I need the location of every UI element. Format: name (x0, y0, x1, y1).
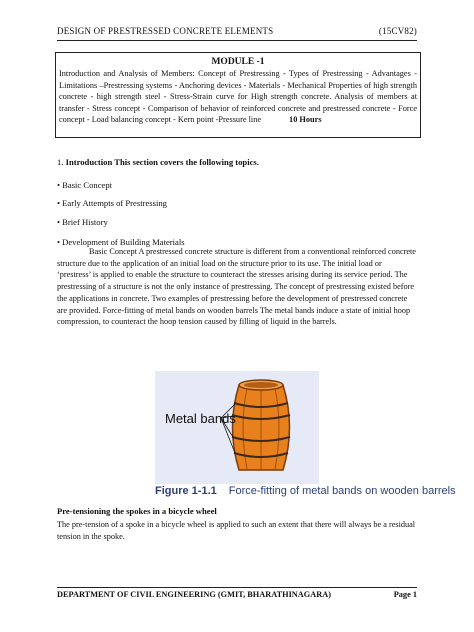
figure-caption-text: Force-fitting of metal bands on wooden barrels (228, 485, 456, 497)
figure-number: Figure 1-1.1 (155, 485, 217, 497)
topic-item: • Basic Concept (57, 180, 113, 190)
module-syllabus-box (55, 52, 421, 138)
module-hours: 10 Hours (289, 115, 322, 125)
topic-item: • Brief History (57, 217, 108, 227)
header-course-code: (15CV82) (378, 26, 417, 36)
page-number: Page 1 (393, 590, 417, 599)
module-title: MODULE -1 (211, 57, 265, 67)
header-title: DESIGN OF PRESTRESSED CONCRETE ELEMENTS (57, 26, 274, 36)
metal-bands-label: Metal bands (165, 411, 236, 426)
topic-item: • Early Attempts of Prestressing (57, 198, 167, 208)
intro-heading (57, 157, 259, 167)
intro-number: 1. (57, 157, 64, 167)
barrel-illustration (155, 371, 319, 484)
header-rule (57, 40, 417, 41)
barrel-figure (155, 371, 319, 484)
footer-department: DEPARTMENT OF CIVIL ENGINEERING (GMIT, BHARATHINAGARA) (57, 590, 331, 599)
topic-item: • Development of Building Materials (57, 237, 185, 247)
footer-rule (57, 587, 417, 588)
bicycle-section-title: Pre-tensioning the spokes in a bicycle wheel (57, 506, 217, 516)
page-header (57, 26, 417, 40)
intro-text: Introduction This section covers the following topics. (65, 157, 259, 167)
module-topics: Introduction and Analysis of Members: Concept of Prestressing - Types of Prestressing - Advantages - Limitations –Prestressing systems - Anchoring devices - Materials - Mechanical Properties of high strength concrete - high strength steel - Stress-Strain curve for High strength concrete. Analysis of members at transfer - Stress concept - Comparison of behavior of reinforced concrete and prestressed concrete - Force concept - Load balancing concept - Kern point -Pressure line (59, 69, 417, 125)
basic-concept-text: Basic Concept A prestressed concrete structure is different from a conventional reinforced concrete structure due to the application of an initial load on the structure prior to its use. The initial load or ‘prestress’ is applied to enable the structure to counteract the stresses arising during its service period. The prestressing of a structure is not the only instance of prestressing. The concept of prestressing existed before the applications in concrete. Two examples of prestressing before the development of prestressed concrete are provided. Force-fitting of metal bands on wooden barrels The metal bands induce a state of initial hoop compression, to counteract the hoop tension caused by filling of liquid in the barrels. (57, 247, 416, 327)
bicycle-section-text: The pre-tension of a spoke in a bicycle wheel is applied to such an extent that there will always be a residual tension in the spoke. (57, 520, 416, 541)
module-description (59, 68, 417, 126)
figure-caption (155, 485, 456, 498)
basic-concept-paragraph (57, 246, 417, 328)
